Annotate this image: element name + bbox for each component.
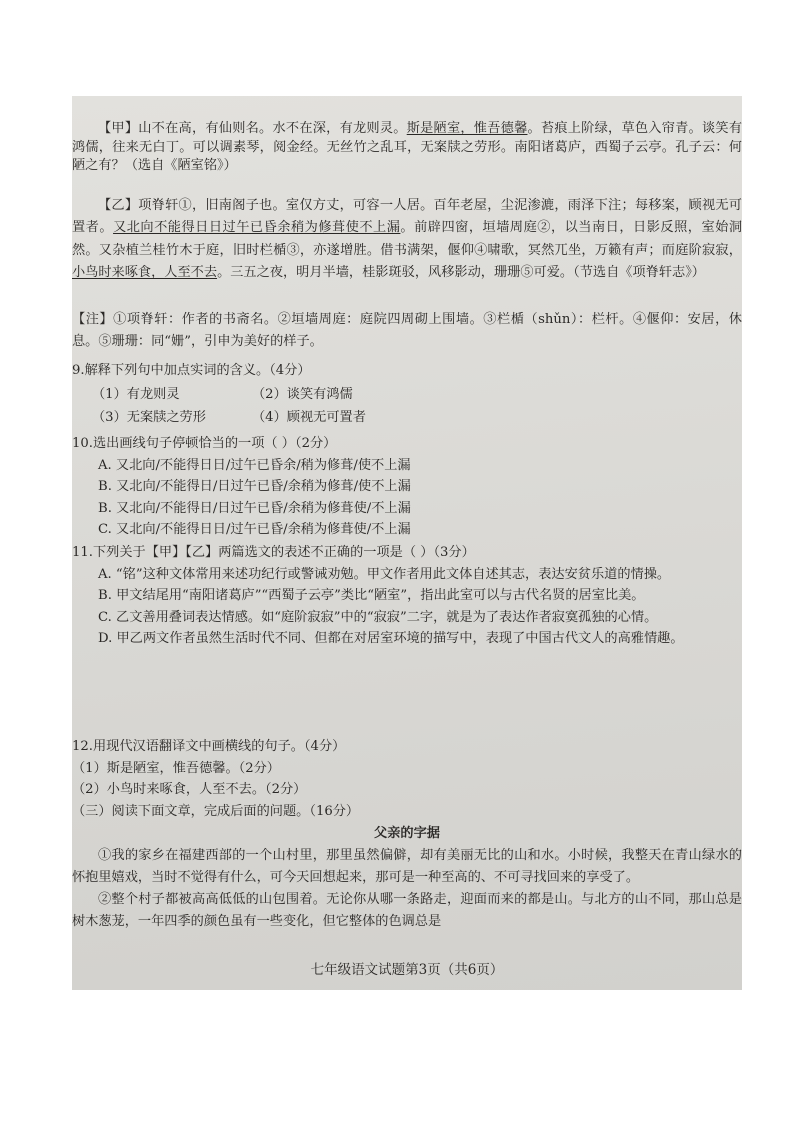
q11-option-c: C. 乙文善用叠词表达情感。如“庭阶寂寂”中的“寂寂”二字，就是为了表达作者寂寞孤独的心情。 xyxy=(98,609,658,625)
q12-stem: 12.用现代汉语翻译文中画横线的句子。（4分） xyxy=(72,739,346,754)
q9-stem: 9.解释下列句中加点实词的含义。（4分） xyxy=(72,363,311,378)
q11-option-d: D. 甲乙两文作者虽然生活时代不同、但都在对居室环境的描写中，表现了中国古代文人的高雅情趣。 xyxy=(98,631,684,647)
q10-option-c: C. 又北向/不能得日日/过午已昏/余稍为修葺使/不上漏 xyxy=(98,522,411,537)
article-paragraph-1: ①我的家乡在福建西部的一个山村里，那里虽然偏僻，却有美丽无比的山和水。小时候，我整天在青山绿水的怀抱里嬉戏，当时不觉得有什么，可今天回想起来，那可是一种至高的、不可寻找回来的享受了。 xyxy=(72,848,742,885)
q10-option-b1: B. 又北向/不能得日/日过午已昏/余稍为修葺/使不上漏 xyxy=(98,479,411,494)
q9-row-2 xyxy=(72,406,742,430)
passage-yi: 【乙】项脊轩①，旧南阁子也。室仅方丈，可容一人居。百年老屋，尘泥渗漉，雨泽下注；每移案，顾视无可置者。又北向不能得日日过午已昏余稍为修葺使不上漏。前辟四窗，垣墙周庭②，以当南日，日影反照，室始洞然。又杂植兰桂竹木于庭，旧时栏楯③，亦遂增胜。借书满架，偃仰④啸歌，冥然兀坐，万籁有声；而庭阶寂寂，小鸟时来啄食，人至不去。三五之夜，明月半墙，桂影斑驳，风移影动，珊珊⑤可爱。（节选自《项脊轩志》） xyxy=(72,198,742,280)
article-block xyxy=(72,823,742,933)
q9-item-1: （1）有龙则灵 xyxy=(92,386,180,402)
jia-underlined-sentence: 斯是陋室，惟吾德馨 xyxy=(406,121,528,136)
question-12 xyxy=(72,736,742,822)
q11-option-b: B. 甲文结尾用“南阳诸葛庐”“西蜀子云亭”类比“陋室”，指出此室可以与古代名贤的居室比美。 xyxy=(98,588,645,604)
passage-yi-block xyxy=(72,195,742,284)
section-3-heading: （三）阅读下面文章，完成后面的问题。（16分） xyxy=(72,803,360,819)
q11-stem: 11.下列关于【甲】【乙】两篇选文的表述不正确的一项是（ ）（3分） xyxy=(72,545,475,560)
jia-label: 【甲】 xyxy=(98,121,139,136)
yi-label: 【乙】 xyxy=(98,198,139,213)
notes-block xyxy=(72,309,742,353)
scanned-page xyxy=(72,96,742,990)
yi-underlined-sentence-1: 又北向不能得日日过午已昏余稍为修葺使不上漏 xyxy=(113,220,401,236)
q12-item-1: （1）斯是陋室，惟吾德馨。（2分） xyxy=(72,760,280,776)
question-9 xyxy=(72,359,742,430)
question-11 xyxy=(72,542,742,650)
yi-underlined-sentence-2: 小鸟时来啄食，人至不去 xyxy=(72,264,218,280)
q12-item-2: （2）小鸟时来啄食，人至不去。（2分） xyxy=(72,782,307,797)
q11-option-a: A. “铭”这种文体常用来述功纪行或警诫劝勉。甲文作者用此文体自述其志，表达安贫乐道的情操。 xyxy=(98,566,671,582)
article-title: 父亲的字据 xyxy=(374,826,440,841)
q10-stem: 10.选出画线句子停顿恰当的一项（ ）（2分） xyxy=(72,436,337,451)
q9-item-3: （3）无案牍之劳形 xyxy=(92,410,206,425)
q9-item-2: （2）谈笑有鸿儒 xyxy=(252,386,353,402)
q9-row-1 xyxy=(72,383,742,407)
annotations: 【注】①项脊轩：作者的书斋名。②垣墙周庭：庭院四周砌上围墙。③栏楯（shǔn）：栏杆。④偃仰：安居，休息。⑤珊珊：同“姗”，引申为美好的样子。 xyxy=(72,312,742,349)
question-10 xyxy=(72,433,742,541)
q10-option-a: A. 又北向/不能得日日/过午已昏余/稍为修葺/使不上漏 xyxy=(98,457,411,473)
passage-jia-block xyxy=(72,120,742,176)
article-paragraph-2: ②整个村子都被高高低低的山包围着。无论你从哪一条路走，迎面而来的都是山。与北方的山不同，那山总是树木葱茏，一年四季的颜色虽有一些变化，但它整体的色调总是 xyxy=(72,892,742,929)
page-footer: 七年级语文试题第3页（共6页） xyxy=(310,962,504,978)
passage-jia: 【甲】山不在高，有仙则名。水不在深，有龙则灵。斯是陋室，惟吾德馨。苔痕上阶绿，草色入帘青。谈笑有鸿儒，往来无白丁。可以调素琴，阅金经。无丝竹之乱耳，无案牍之劳形。南阳诸葛庐，西蜀子云亭。孔子云：何陋之有？（选自《陋室铭》） xyxy=(72,121,742,174)
q10-option-b2: B. 又北向/不能得日/日过午已昏/余稍为修葺使/不上漏 xyxy=(98,500,411,516)
q9-item-4: （4）顾视无可置者 xyxy=(252,410,366,425)
